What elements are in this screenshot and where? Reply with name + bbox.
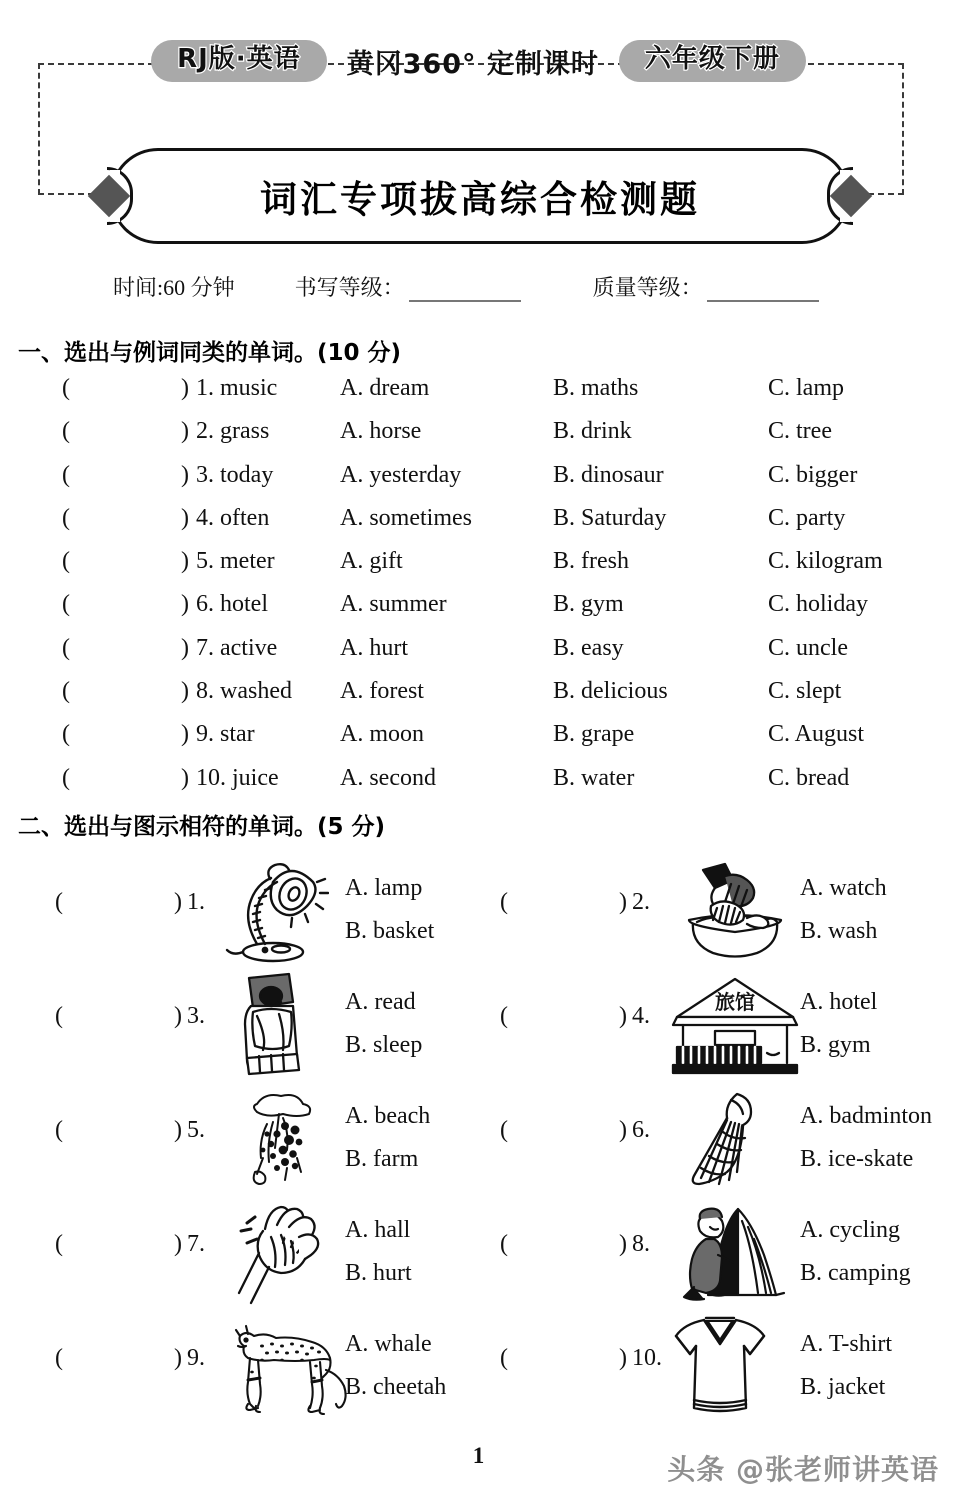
picture-question-row [0, 1197, 957, 1311]
question-word: today [220, 461, 274, 488]
question-number: 8. [632, 1231, 650, 1257]
bracket-close: ) [181, 548, 189, 575]
question-row [0, 418, 957, 461]
question-number: 4. [196, 504, 214, 531]
question-number: 7. [187, 1231, 205, 1257]
question-word: star [220, 721, 255, 748]
question-stem [196, 375, 277, 402]
cheetah-illustration [215, 1313, 365, 1423]
desk-lamp-icon [221, 860, 329, 964]
writing-grade [295, 271, 521, 302]
page-header [0, 0, 957, 300]
option-list [345, 1209, 412, 1295]
question-word: grass [220, 418, 270, 445]
question-word: meter [220, 548, 275, 575]
question-number: 2. [196, 418, 214, 445]
question-stem [196, 721, 255, 748]
option-a[interactable]: A. watch [800, 875, 887, 901]
option-a[interactable]: A. beach [345, 1103, 431, 1129]
option-a[interactable]: A. yesterday [340, 461, 462, 488]
option-list [800, 1323, 892, 1409]
picture-question [55, 1197, 525, 1311]
section-2-question-grid [0, 855, 957, 1425]
bracket-close: ) [174, 1345, 182, 1371]
question-stem [196, 462, 273, 489]
question-number: 9. [196, 721, 214, 748]
bracket-close: ) [619, 1003, 627, 1029]
bracket-open: ( [500, 889, 508, 915]
bracket-close: ) [181, 634, 189, 661]
series-title: 黄冈360° 定制课时 [346, 48, 599, 80]
bracket-open: ( [500, 1117, 508, 1143]
page-footer [0, 1443, 957, 1500]
option-a[interactable]: A. hall [345, 1217, 411, 1243]
hurt-hand-icon [225, 1201, 325, 1307]
bracket-close: ) [174, 1003, 182, 1029]
farm-field-illustration [215, 1085, 335, 1195]
option-c[interactable]: C. August [768, 721, 865, 748]
bracket-close: ) [181, 678, 189, 705]
picture-question-row [0, 1311, 957, 1425]
quality-grade-label: 质量等级： [592, 275, 703, 300]
writing-grade-label: 书写等级： [294, 275, 405, 300]
option-a[interactable]: A. horse [340, 418, 422, 445]
option-b[interactable]: B. grape [553, 721, 635, 748]
quality-grade [593, 271, 819, 302]
picture-question [500, 1083, 957, 1197]
option-c[interactable]: C. holiday [768, 591, 868, 618]
option-a[interactable]: A. dream [340, 375, 430, 401]
question-number: 7. [196, 634, 214, 661]
bracket-close: ) [181, 591, 189, 618]
bracket-open: ( [55, 1345, 63, 1371]
bracket-close: ) [181, 504, 189, 531]
question-number: 1. [187, 889, 205, 915]
option-b[interactable]: B. Saturday [553, 504, 667, 531]
option-a[interactable]: A. moon [340, 721, 424, 748]
bracket-close: ) [174, 1231, 182, 1257]
question-stem [196, 765, 279, 792]
option-c[interactable]: C. kilogram [768, 548, 883, 575]
question-stem [196, 418, 269, 445]
question-number: 6. [632, 1117, 650, 1143]
option-b[interactable]: B. ice-skate [800, 1146, 914, 1172]
bracket-open: ( [62, 461, 70, 488]
question-number: 3. [196, 461, 214, 488]
option-c[interactable]: C. bread [768, 764, 850, 791]
option-list [800, 867, 887, 953]
cheetah-icon [226, 1320, 354, 1416]
picture-question [55, 1311, 525, 1425]
option-list [345, 1323, 446, 1409]
question-stem [196, 548, 275, 575]
bracket-close: ) [181, 721, 189, 748]
question-word: juice [232, 764, 279, 791]
option-b[interactable]: B. camping [800, 1260, 911, 1286]
option-a[interactable]: A. read [345, 989, 416, 1015]
question-number: 6. [196, 591, 214, 618]
question-word: active [220, 634, 278, 661]
bracket-open: ( [500, 1345, 508, 1371]
option-a[interactable]: A. hurt [340, 634, 408, 661]
option-c[interactable]: C. party [768, 504, 846, 531]
picture-question-row [0, 1083, 957, 1197]
bracket-open: ( [62, 634, 70, 661]
question-row [0, 462, 957, 505]
question-number: 10. [196, 764, 226, 791]
option-c[interactable]: C. lamp [768, 375, 844, 401]
option-a[interactable]: A. hotel [800, 989, 878, 1015]
page-title: 词汇专项拔高综合检测题 [260, 177, 700, 221]
option-c[interactable]: C. tree [768, 418, 832, 445]
bracket-close: ) [619, 1345, 627, 1371]
t-shirt-illustration [660, 1313, 780, 1423]
section-1-heading: 一、选出与例词同类的单词。(10 分) [18, 340, 402, 366]
bracket-close: ) [619, 1231, 627, 1257]
bracket-close: ) [181, 418, 189, 445]
picture-question [500, 969, 957, 1083]
option-b[interactable]: B. jacket [800, 1374, 886, 1400]
bracket-close: ) [181, 764, 189, 791]
option-b[interactable]: B. gym [800, 1032, 871, 1058]
option-a[interactable]: A. cycling [800, 1217, 900, 1243]
picture-question [55, 1083, 525, 1197]
bracket-open: ( [62, 591, 70, 618]
bracket-close: ) [174, 1117, 182, 1143]
option-list [345, 867, 434, 953]
writing-grade-blank[interactable] [409, 280, 521, 302]
question-stem [196, 635, 277, 662]
picture-question [55, 855, 525, 969]
option-b[interactable]: B. hurt [345, 1260, 412, 1286]
question-number: 1. [196, 375, 214, 401]
option-b[interactable]: B. drink [553, 418, 632, 445]
hotel-sign-text: 旅馆 [715, 990, 755, 1014]
hurt-hand-illustration [215, 1199, 335, 1309]
bracket-open: ( [62, 504, 70, 531]
picture-question-row [0, 855, 957, 969]
header-badge-row [0, 33, 957, 89]
question-word: often [220, 504, 270, 531]
option-a[interactable]: A. T-shirt [800, 1331, 893, 1357]
question-number: 4. [632, 1003, 650, 1029]
question-row [0, 721, 957, 764]
question-number: 8. [196, 678, 214, 705]
bracket-open: ( [500, 1231, 508, 1257]
option-b[interactable]: B. delicious [553, 678, 668, 705]
time-limit-label: 时间:60 分钟 [113, 275, 235, 300]
question-word: music [220, 375, 278, 401]
washing-clothes-icon [673, 862, 797, 962]
question-row [0, 635, 957, 678]
page-number: 1 [472, 1443, 485, 1468]
camping-tent-illustration [660, 1199, 810, 1309]
question-row [0, 505, 957, 548]
question-row [0, 375, 957, 418]
option-b[interactable]: B. maths [553, 375, 639, 401]
option-b[interactable]: B. water [553, 764, 635, 791]
hotel-building-illustration [660, 971, 810, 1081]
shuttlecock-illustration [660, 1085, 780, 1195]
question-number: 9. [187, 1345, 205, 1371]
bracket-open: ( [62, 418, 70, 445]
bracket-open: ( [55, 1231, 63, 1257]
option-b[interactable]: B. wash [800, 918, 878, 944]
bracket-open: ( [62, 548, 70, 575]
option-a[interactable]: A. badminton [800, 1103, 932, 1129]
option-b[interactable]: B. sleep [345, 1032, 423, 1058]
option-a[interactable]: A. summer [340, 591, 447, 618]
picture-question [500, 855, 957, 969]
bracket-open: ( [62, 764, 70, 791]
bracket-close: ) [181, 375, 189, 401]
option-b[interactable]: B. farm [345, 1146, 419, 1172]
option-a[interactable]: A. gift [340, 548, 403, 575]
bracket-open: ( [62, 721, 70, 748]
question-number: 3. [187, 1003, 205, 1029]
farm-field-icon [227, 1088, 323, 1192]
sleeping-in-bed-illustration [215, 971, 335, 1081]
bracket-open: ( [62, 375, 70, 401]
question-stem [196, 505, 269, 532]
paper-title-capsule [110, 148, 850, 244]
bracket-open: ( [55, 1117, 63, 1143]
option-list [345, 981, 422, 1067]
question-row [0, 678, 957, 721]
question-number: 10. [632, 1345, 662, 1371]
bracket-open: ( [62, 678, 70, 705]
bracket-open: ( [55, 889, 63, 915]
option-a[interactable]: A. lamp [345, 875, 423, 901]
watermark: 头条 @张老师讲英语 [667, 1453, 939, 1486]
option-c[interactable]: C. uncle [768, 634, 848, 661]
option-b[interactable]: B. basket [345, 918, 435, 944]
option-b[interactable]: B. gym [553, 591, 624, 618]
bracket-open: ( [55, 1003, 63, 1029]
option-list [800, 1095, 932, 1181]
question-stem [196, 678, 292, 705]
option-a[interactable]: A. whale [345, 1331, 432, 1357]
question-stem [196, 591, 268, 618]
option-list [800, 981, 877, 1067]
camping-tent-icon [672, 1201, 798, 1307]
section-2-heading: 二、选出与图示相符的单词。(5 分) [18, 814, 386, 840]
question-word: washed [220, 678, 292, 705]
section-1-question-list [0, 375, 957, 808]
bracket-close: ) [181, 461, 189, 488]
shuttlecock-icon [675, 1088, 765, 1192]
desk-lamp-illustration [215, 857, 335, 967]
bracket-open: ( [500, 1003, 508, 1029]
exam-info-line [113, 268, 873, 302]
option-list [800, 1209, 911, 1295]
sleeping-in-bed-icon [227, 972, 323, 1080]
t-shirt-icon [664, 1314, 776, 1422]
bracket-close: ) [619, 889, 627, 915]
option-b[interactable]: B. cheetah [345, 1374, 447, 1400]
question-number: 5. [196, 548, 214, 575]
washing-clothes-illustration [660, 857, 810, 967]
question-row [0, 765, 957, 808]
quality-grade-blank[interactable] [707, 280, 819, 302]
question-number: 2. [632, 889, 650, 915]
option-b[interactable]: B. easy [553, 634, 624, 661]
time-limit [113, 271, 235, 302]
option-b[interactable]: B. dinosaur [553, 461, 664, 488]
question-row [0, 548, 957, 591]
picture-question [55, 969, 525, 1083]
question-row [0, 591, 957, 634]
bracket-close: ) [174, 889, 182, 915]
option-b[interactable]: B. fresh [553, 548, 629, 575]
edition-badge: RJ版·英语 [151, 40, 327, 82]
option-c[interactable]: C. bigger [768, 461, 858, 488]
option-list [345, 1095, 430, 1181]
picture-question [500, 1197, 957, 1311]
picture-question-row [0, 969, 957, 1083]
option-c[interactable]: C. slept [768, 678, 842, 705]
picture-question [500, 1311, 957, 1425]
bracket-close: ) [619, 1117, 627, 1143]
question-number: 5. [187, 1117, 205, 1143]
grade-badge: 六年级下册 [619, 40, 806, 82]
option-a[interactable]: A. second [340, 764, 436, 791]
hotel-building-icon [667, 975, 803, 1077]
option-a[interactable]: A. sometimes [340, 504, 472, 531]
question-word: hotel [220, 591, 268, 618]
option-a[interactable]: A. forest [340, 678, 424, 705]
